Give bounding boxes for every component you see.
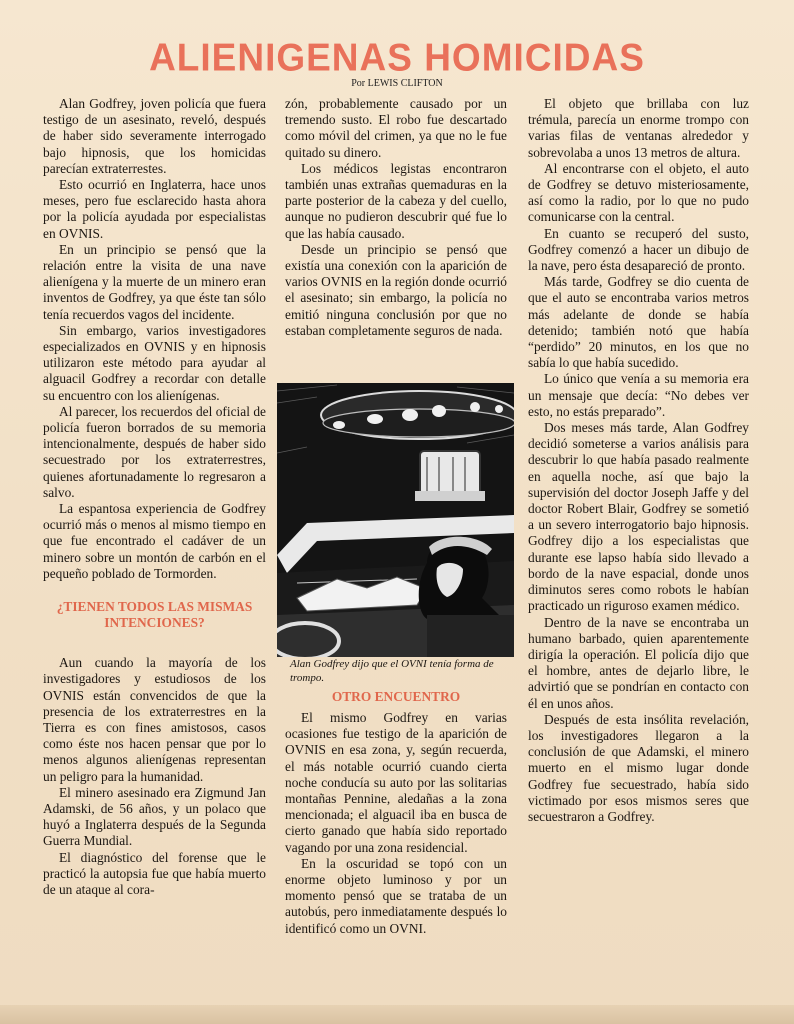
paragraph: Aun cuando la mayoría de los investigadores y estudiosos de los OVNIS están convencidos de que la presencia de los extraterrestres en la Tierra es con fines amistosos, casos como éste nos hacen pensar que por lo menos algunos alienígenas representan un peligro para la humanidad. bbox=[43, 655, 266, 784]
paragraph: Al encontrarse con el objeto, el auto de Godfrey se detuvo misteriosamente, así como la radio, por lo que no pudo comunicarse con la central. bbox=[528, 160, 749, 225]
paragraph: Esto ocurrió en Inglaterra, hace unos meses, pero fue esclarecido hasta ahora por la policía ayudada por especialistas en OVNIS. bbox=[43, 177, 266, 241]
paragraph: El minero asesinado era Zigmund Jan Adamski, de 56 años, y un polaco que huyó a Inglaterra después de la Segunda Guerra Mundial. bbox=[43, 784, 266, 849]
paragraph: La espantosa experiencia de Godfrey ocurrió más o menos al mismo tiempo en que fue encontrado el cadáver de un minero sobre un montón de carbón en el pequeño poblado de Tormorden. bbox=[43, 501, 266, 581]
byline: Por LEWIS CLIFTON bbox=[351, 78, 443, 89]
paragraph: Dentro de la nave se encontraba un humano barbado, quien aparentemente dirigía la operación. El policía dijo que el hombre, antes de dejarlo libre, le advirtió que se pondrían en contacto con él en unos años. bbox=[528, 614, 749, 711]
text-column-3 bbox=[528, 96, 749, 825]
paragraph: Los médicos legistas encontraron también unas extrañas quemaduras en la parte posterior de la cabeza y del cuello, aunque no pudieron descubrir qué fue lo que las había causado. bbox=[285, 160, 507, 241]
paragraph: Alan Godfrey, joven policía que fuera testigo de un asesinato, reveló, después de haber sido severamente interrogado bajo hipnosis, que los homicidas parecían extraterrestes. bbox=[43, 96, 266, 176]
paragraph: En un principio se pensó que la relación entre la visita de una nave alienígena y la muerte de un minero eran inventos de Godfrey, ya que éste tan sólo tenía recuerdos vagos del incidente. bbox=[43, 241, 266, 322]
figure-caption: Alan Godfrey dijo que el OVNI tenía forma de trompo. bbox=[290, 658, 494, 684]
paragraph: zón, probablemente causado por un tremendo susto. El robo fue descartado como móvil del crimen, ya que no le fue quitado su dinero. bbox=[285, 96, 507, 160]
paragraph: En cuanto se recuperó del susto, Godfrey comenzó a hacer un dibujo de la nave, pero ésta desapareció de pronto. bbox=[528, 225, 749, 274]
paragraph: El objeto que brillaba con luz trémula, parecía un enorme trompo con varias filas de ventanas alrededor y sobrevolaba a unos 13 metros de altura. bbox=[528, 96, 749, 160]
paragraph: Al parecer, los recuerdos del oficial de policía fueron borrados de su memoria intencionalmente, después de haber sido secuestrado por los extraterrestres, quienes afortunadamente lo regresaron a salvo. bbox=[43, 403, 266, 500]
paragraph: En la oscuridad se topó con un enorme objeto luminoso y por un momento pensó que se trataba de un autobús, pero inmediatamente después lo identificó como un OVNI. bbox=[285, 855, 507, 936]
paragraph: Lo único que venía a su memoria era un mensaje que decía: “No debes ver esto, no estás preparado”. bbox=[528, 371, 749, 419]
paragraph: Dos meses más tarde, Alan Godfrey decidió someterse a varios análisis para descubrir lo que había pasado realmente en aquella noche, así que bajo la supervisión del doctor Joseph Jaffe y del doctor Robert Blair, Godfrey se sometió a un severo interrogatorio bajo hipnosis. Godfrey dijo a los especialistas que durante ese lapso había sido llevado a bordo de la nave espacial, donde unos diminutos seres como robots le habían practicado un riguroso examen médico. bbox=[528, 420, 749, 614]
text-column-2 bbox=[285, 96, 507, 339]
text-column-1 bbox=[43, 96, 266, 898]
paragraph: Desde un principio se pensó que existía una conexión con la aparición de varios OVNIS en la región donde ocurrió el asesinato; sin embargo, la policía no emitió ninguna conclusión por que no estaban completamente seguros de nada. bbox=[285, 241, 507, 338]
text-column-2-lower bbox=[285, 689, 507, 937]
ufo-car-drawing bbox=[277, 383, 514, 657]
page-bottom-edge bbox=[0, 1005, 794, 1024]
subheading: ¿TIENEN TODOS LAS MISMAS INTENCIONES? bbox=[56, 599, 253, 631]
ufo-illustration bbox=[277, 383, 514, 657]
subheading: OTRO ENCUENTRO bbox=[331, 689, 461, 704]
paragraph: Sin embargo, varios investigadores especializados en OVNIS y en hipnosis utilizaron este método para ayudar al alguacil Godfrey a recordar con detalle su encuentro con los alienígenas. bbox=[43, 322, 266, 403]
article-title: ALIENIGENAS HOMICIDAS bbox=[149, 35, 645, 79]
paragraph: El diagnóstico del forense que le practicó la autopsia fue que había muerto de un ataque al cora- bbox=[43, 849, 266, 897]
paragraph: El mismo Godfrey en varias ocasiones fue testigo de la aparición de OVNIS en esa zona, y, según recuerda, el más notable ocurrió cuando cierta noche conducía su auto por las solitarias montañas Pennine, aledañas a la zona mencionada; el alguacil iba en busca de cierto ganado que había sido reportado vagando por una zona residencial. bbox=[285, 710, 507, 855]
paragraph: Más tarde, Godfrey se dio cuenta de que el auto se encontraba varios metros más adelante de donde se había detenido; también notó que había “perdido” 20 minutos, en los que no sabía lo que había sucedido. bbox=[528, 274, 749, 371]
paragraph: Después de esta insólita revelación, los investigadores llegaron a la conclusión de que Adamski, el minero muerto en el mismo lugar donde Godfrey fue secuestrado, había sido victimado por esos mismos seres que secuestraron a Godfrey. bbox=[528, 711, 749, 824]
